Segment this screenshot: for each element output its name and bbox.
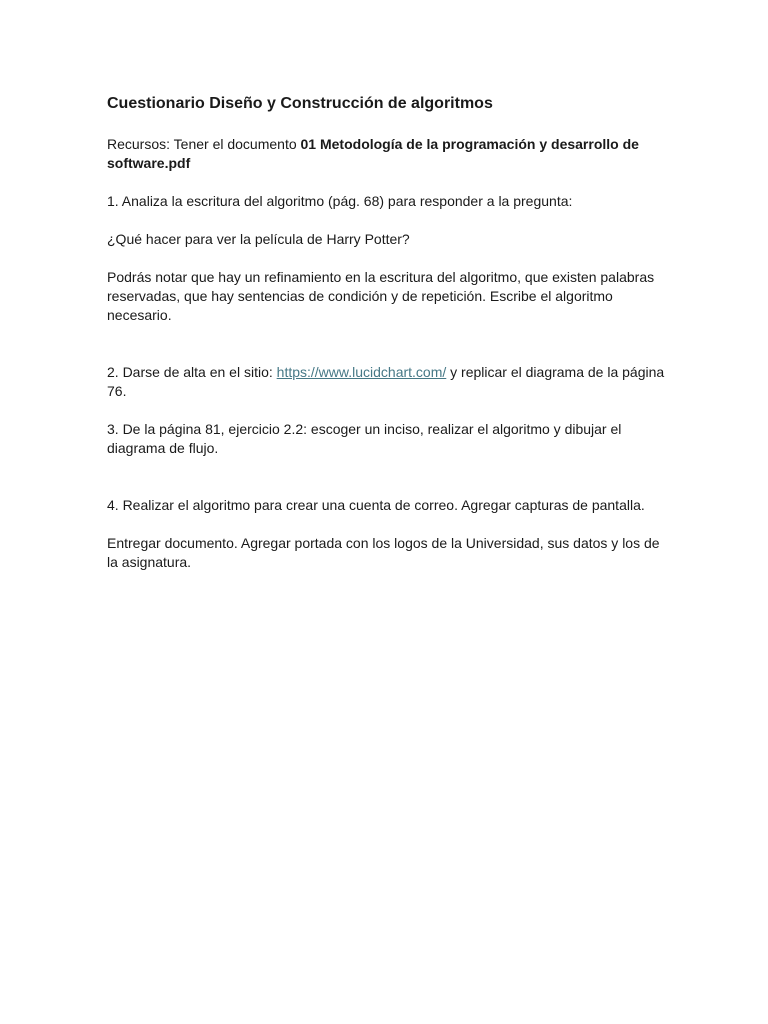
- document-title: Cuestionario Diseño y Construcción de algoritmos: [107, 95, 493, 112]
- item-3: 3. De la página 81, ejercicio 2.2: escoger un inciso, realizar el algoritmo y dibujar el diagrama de flujo.: [107, 421, 622, 456]
- lucidchart-link[interactable]: https://www.lucidchart.com/: [276, 364, 447, 380]
- item-2-prefix: 2. Darse de alta en el sitio:: [107, 364, 277, 380]
- item-2: [107, 363, 667, 401]
- question-paragraph: ¿Qué hacer para ver la película de Harry Potter?: [107, 231, 410, 247]
- item-1: 1. Analiza la escritura del algoritmo (pág. 68) para responder a la pregunta:: [107, 193, 573, 209]
- item-4: 4. Realizar el algoritmo para crear una cuenta de correo. Agregar capturas de pantalla.: [107, 497, 645, 513]
- delivery-paragraph: Entregar documento. Agregar portada con los logos de la Universidad, sus datos y los de la asignatura.: [107, 535, 660, 570]
- item-2-suffix: y replicar el diagrama de la página 76.: [107, 364, 665, 399]
- note-paragraph: Podrás notar que hay un refinamiento en la escritura del algoritmo, que existen palabras reservadas, que hay sentencias de condición y de repetición. Escribe el algoritmo necesario.: [107, 269, 655, 323]
- document-page: [107, 93, 667, 591]
- resources-file-name: 01 Metodología de la programación y desarrollo de software.pdf: [107, 136, 639, 171]
- resources-paragraph: [107, 135, 667, 173]
- resources-prefix: Recursos: Tener el documento: [107, 136, 301, 152]
